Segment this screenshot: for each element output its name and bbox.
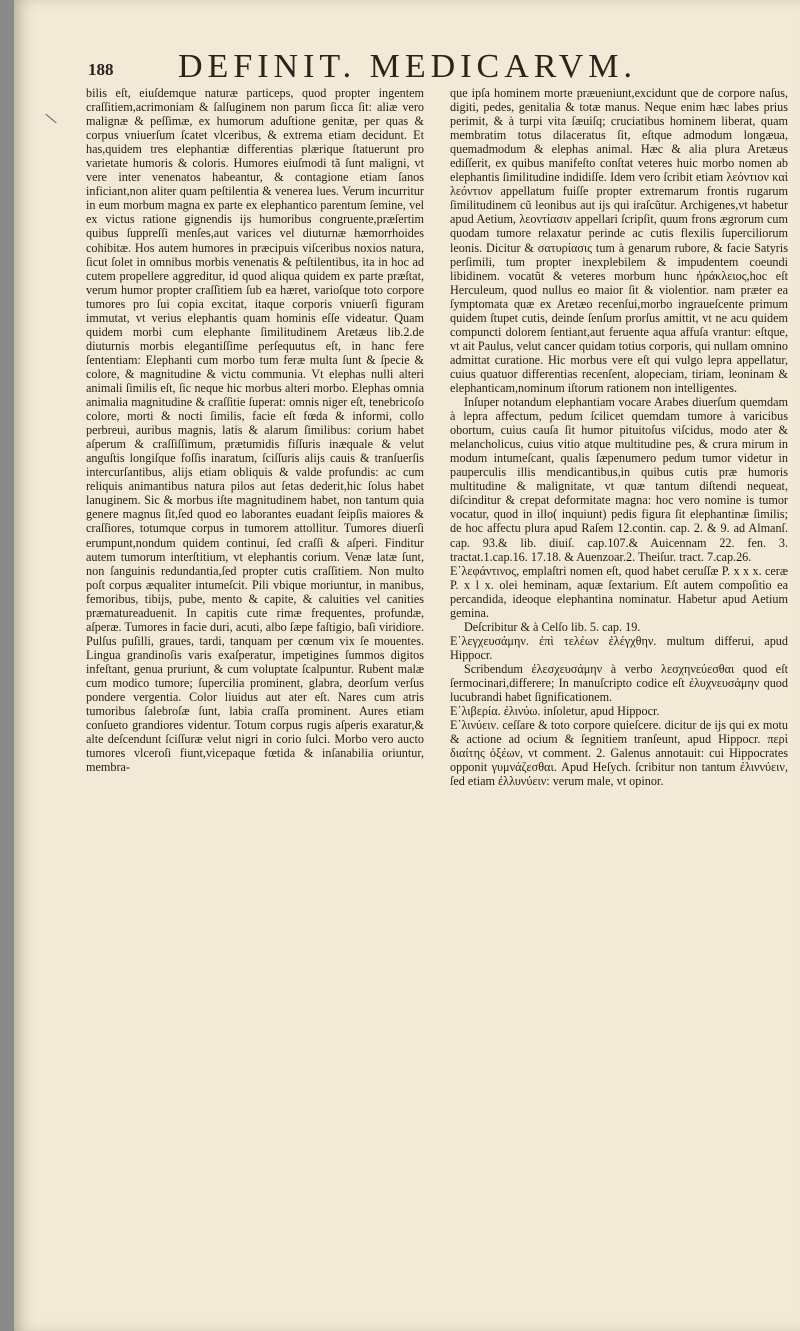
left-column (86, 86, 424, 774)
book-page (14, 0, 800, 1331)
right-column-paragraph: Ε᾿λεγχευσάμην. ἐπὶ τελέων ἐλέγχθην. multum differui, apud Hippocr. (450, 633, 788, 662)
margin-mark (45, 114, 56, 124)
right-column-paragraph: Scribendum ἐλεσχευσάμην à verbo λεσχηνεύεσθαι quod eſt ſermocinari,differere; In manuſcripto codice eſt ἐλυχνευσάμην quod lucubrandi habet ſignificationem. (450, 661, 788, 705)
right-column-paragraph: Ε᾿λεφάντινος, emplaſtri nomen eſt, quod habet ceruſſæ P. x x x. ceræ P. x l x. olei heminam, aquæ ſextarium. Eſt autem compoſitio ea percandida, ideoque elephantina nominatur. Habetur apud Aetium gemina. (450, 563, 788, 620)
right-column-paragraph: que ipſa hominem morte præueniunt,excidunt que de corpore naſus, digiti, pedes, genitalia & totæ manus. Neque enim hæc labes prius perimit, & à turpi vita ſæuiſq; cruciatibus hominem liberat, quam membratim totus dilaceratus ſit, eſtque admodum longæua, quemadmodum & elephas animal. Hæc & alia plura Aretæus ediſſerit, ex quibus manifeſto conſtat veteres huic morbo nomen ab elephantis ſimilitudine indidiſſe. Idem vero ſcribit etiam λεόντιον καὶ λεόντιον appellatum fuiſſe propter extremarum frontis rugarum ſimilitudinem cũ leonibus aut ijs qui iraſcũtur. Archigenes,vt habetur apud Aetium, λεοντίασιν appellari ſcripſit, quum frons ægrorum cum quodam tumore relaxatur perinde ac cutis flexilis ſuperciliorum leonis. Dicitur & σατυρίασις tum à genarum rubore, & facie Satyris perſimili, tum propter inexplebilem & impudentem coeundi libidinem. vocatũt & veteres morbum hunc ἡράκλειος,hoc eſt Herculeum, quod nullus eo maior ſit & violentior. nam præter ea ſymptomata quæ ex Aretæo recenſui,morbo ingraueſcente primum quidem ſtupet cutis, deinde ſenſum prorſus amittit, vt ne acu quidem compuncti dolorem ſentiant,aut feruente aqua affuſa vrantur: eſtque, vt ait Paulus, velut cancer quidam totius corporis, qui nullam omnino admittat curatione. Hic morbus vere eſt qui vulgo lepra appellatur, cuius quatuor differentias recenſent, alopeciam, tiriam, leoninam & elephanticam,nominum iſtorum rationem non intelligentes. (450, 86, 788, 395)
right-column-paragraph: Ε᾿λιβερία. ἐλινύω. inſoletur, apud Hippocr. (450, 704, 660, 719)
right-column-paragraph: Ε᾿λινύειν. ceſſare & toto corpore quieſcere. dicitur de ijs qui ex motu & actione ad ocium & ſegnitiem tranſeunt, apud Hippocr. περὶ διαίτης ὀξέων, vt comment. 2. Galenus annotauit: cui Hippocrates opponit γυμνάζεσθαι. Apud Heſych. ſcribitur non tantum ἐλιννύειν, ſed etiam ἐλλυνύειν: verum male, vt opinor. (450, 718, 788, 789)
page-number: 188 (88, 60, 114, 79)
right-column-paragraph: Inſuper notandum elephantiam vocare Arabes diuerſum quemdam à lepra affectum, pedum ſcilicet quemdam tumore à varicibus obortum, cuius cauſa ſit humor pituitoſus viſcidus, modo ater & melancholicus, cuius vitio atque multitudine pes, & crura mirum in modum intumeſcant, qualis ſæpenumero pedum tumor videtur in pauperculis illis mendicantibus,in quibus cutis præ humoris multitudine & malignitate, vt quæ tantum diſtendi nequeat, diſcinditur & crepat deformitate magna: hoc vero nomine is tumor vocatur, quod in illo( inquiunt) pedis figura ſit elephantinæ ſimilis; de hoc affectu plura apud Raſem 12.contin. cap. 2. & 9. ad Almanſ. cap. 93.& lib. diuiſ. cap.107.& Auicennam 22. fen. 3. tractat.1.cap.16. 17.18. & Auenzoar.2. Theiſur. tract. 7.cap.26. (450, 395, 788, 564)
page-header (88, 48, 788, 88)
right-column (450, 86, 788, 788)
left-column-paragraph: bilis eſt, eiuſdemque naturæ particeps, quod propter ingentem craſſitiem,acrimoniam & ſalſuginem non parum ſicca ſit: aliæ vero malignæ & peſſimæ, ex humorum aduſtione genitæ, per quas & corpus vniuerſum ſcatet vlceribus, & extrema etiam decidunt. Et has,quidem tres elephantiæ differentias plærique ſtatuerunt pro varietate humoris & coloris. Humores eiuſmodi tã ſunt maligni, vt vere inter venenatos habeantur, & contagione etiam ſanos inficiant,non aliter quam peſtilentia & venerea lues. Verum incurritur in eum morbum magna ex parte ex elephantico parentum ſemine, vel ex victus ratione gignendis ijs humoribus congruente,præſertim quibus ſuppreſſi menſes,aut varices vel diuturnæ hæmorrhoides cohibitæ. Hos autem humores in præcipuis viſceribus noxios natura, ſicut ſolet in omnibus morbis venenatis & peſtilentibus, ita in hoc ad cutem propellere aggreditur, id quod aliqua quidem ex parte præſtat, verum humor propter craſſitiem ſub ea hæret, varioſque toto corpore tumores pro ſui copia excitat, itaque corporis vniuerſi figuram immutat, vt verius elephantis quam hominis eſſe videatur. Quam quidem morbi cum elephante ſimilitudinem Aretæus lib.2.de diuturnis morbis elegantiſſime perſequutus eſt, in hanc fere ſententiam: Elephanti cum morbo tum feræ multa ſunt & ſpecie & colore, & magnitudine & victu communia. Vt elephas nulli alteri animali ſimilis eſt, ſic neque hic morbus alteri morbo. Elephas omnia animalia magnitudine & craſſitie ſuperat: omnis niger eſt, tenebricoſo colore, morti & nocti ſimilis, facie eſt fœda & informi, collo perbreui, auribus magnis, latis & alarum ſimilibus: corium habet aſperum & craſſiſſimum, prætumidis fiſſuris inæquale & velut anguſtis longiſque foſſis inaratum, ſciſſuris alijs cauis & tranſuerſis intercurſantibus, alijs etiam obliquis & valde profundis: ac cum reliquis animantibus natura pilos aut ſetas dederit,hic ſolus habet lanuginem. Sic & morbus iſte magnitudinem habet, non tantum quia genere magnus ſit,ſed quod eo laborantes euadant ſeipſis maiores & craſſiores, totumque corpus in tumorem attollitur. Tumores diuerſi erumpunt,nondum quidem continui, ſed craſſi & aſperi. Finditur autem tumorum interſtitium, vt elephantis corium. Venæ latæ ſunt, non ſanguinis redundantia,ſed propter cutis craſſitiem. Non multo poſt corpus æqualiter intumeſcit. Pili vbique moriuntur, in manibus, femoribus, tibijs, pube, mento & capite, & caluities vel canities præmatureaduenit. In capitis cute rimæ frequentes, profundæ, aſperæ. Tumores in facie duri, acuti, albo ſæpe faſtigio, baſi viridiore. Pulſus puſilli, graues, tardi, tanquam per cœnum vix ſe mouentes. Lingua grandinoſis varis exaſperatur, impetigines ſummos digitos infeſtant, genua pruriunt, & cum voluptate ſcalpuntur. Rubent malæ cum modico tumore; ſupercilia prominent, glabra, deorſum verſus pondere vergentia. Color liuidus aut ater eſt. Nares cum atris tumoribus ſalebroſæ ſunt, labia craſſa prominent. Aures etiam conſueto grandiores videntur. Totum corpus rugis aſperis exaratur,& alte deſcendunt ſciſſuræ velut nigri in corio ſulci. Morbo vero aucto tumores vlceroſi fiunt,vicераque fœtida & inſanabilia oriuntur, membra- (86, 86, 424, 775)
right-column-paragraph: Deſcribitur & à Celſo lib. 5. cap. 19. (464, 619, 641, 634)
running-title: DEFINIT. MEDICARVM. (178, 48, 638, 85)
